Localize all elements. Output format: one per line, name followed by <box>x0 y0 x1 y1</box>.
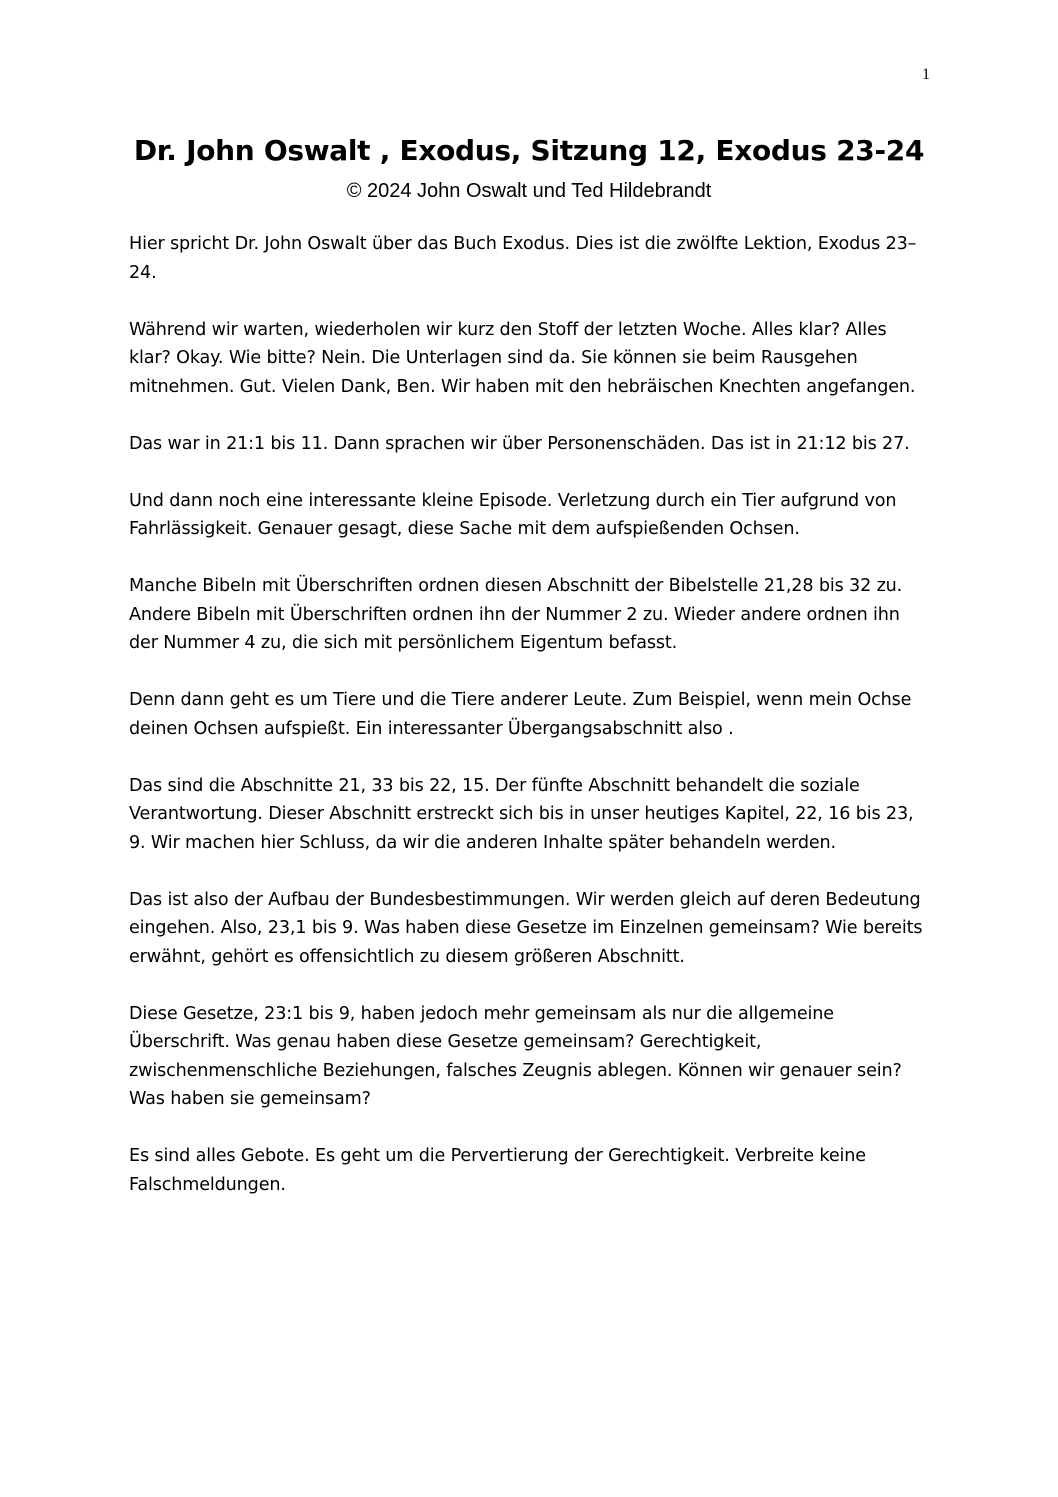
paragraph: Das ist also der Aufbau der Bundesbestimmungen. Wir werden gleich auf deren Bedeutung eingehen. Also, 23,1 bis 9. Was haben diese Gesetze im Einzelnen gemeinsam? Wie bereits erwähnt, gehört es offensichtlich zu diesem größeren Abschnitt. <box>129 889 923 967</box>
paragraph: Diese Gesetze, 23:1 bis 9, haben jedoch mehr gemeinsam als nur die allgemeine Überschrift. Was genau haben diese Gesetze gemeinsam? Gerechtigkeit, zwischenmenschliche Beziehungen, falsches Zeugnis ablegen. Können wir genauer sein? Was haben sie gemeinsam? <box>129 1003 902 1109</box>
document-body <box>129 230 929 1228</box>
page-number: 1 <box>922 66 930 83</box>
paragraph: Und dann noch eine interessante kleine Episode. Verletzung durch ein Tier aufgrund von Fahrlässigkeit. Genauer gesagt, diese Sache mit dem aufspießenden Ochsen. <box>129 490 897 539</box>
paragraph: Hier spricht Dr. John Oswalt über das Buch Exodus. Dies ist die zwölfte Lektion, Exodus 23–24. <box>129 234 917 283</box>
paragraph: Es sind alles Gebote. Es geht um die Pervertierung der Gerechtigkeit. Verbreite keine Falschmeldungen. <box>129 1146 866 1195</box>
paragraph: Das war in 21:1 bis 11. Dann sprachen wir über Personenschäden. Das ist in 21:12 bis 27. <box>129 433 910 454</box>
paragraph: Manche Bibeln mit Überschriften ordnen diesen Abschnitt der Bibelstelle 21,28 bis 32 zu. Andere Bibeln mit Überschriften ordnen ihn der Nummer 2 zu. Wieder andere ordnen ihn der Nummer 4 zu, die sich mit persönlichem Eigentum befasst. <box>129 576 903 653</box>
paragraph: Während wir warten, wiederholen wir kurz den Stoff der letzten Woche. Alles klar? Alles klar? Okay. Wie bitte? Nein. Die Unterlagen sind da. Sie können sie beim Rausgehen mitnehmen. Gut. Vielen Dank, Ben. Wir haben mit den hebräischen Knechten angefangen. <box>129 319 916 397</box>
paragraph: Das sind die Abschnitte 21, 33 bis 22, 15. Der fünfte Abschnitt behandelt die soziale Verantwortung. Dieser Abschnitt erstreckt sich bis in unser heutiges Kapitel, 22, 16 bis 23, 9. Wir machen hier Schluss, da wir die anderen Inhalte später behandeln werden. <box>129 775 914 853</box>
document-title: Dr. John Oswalt , Exodus, Sitzung 12, Exodus 23-24 <box>133 134 925 167</box>
paragraph: Denn dann geht es um Tiere und die Tiere anderer Leute. Zum Beispiel, wenn mein Ochse deinen Ochsen aufspießt. Ein interessanter Übergangsabschnitt also . <box>129 690 912 739</box>
copyright-subtitle: © 2024 John Oswalt und Ted Hildebrandt <box>346 180 712 202</box>
